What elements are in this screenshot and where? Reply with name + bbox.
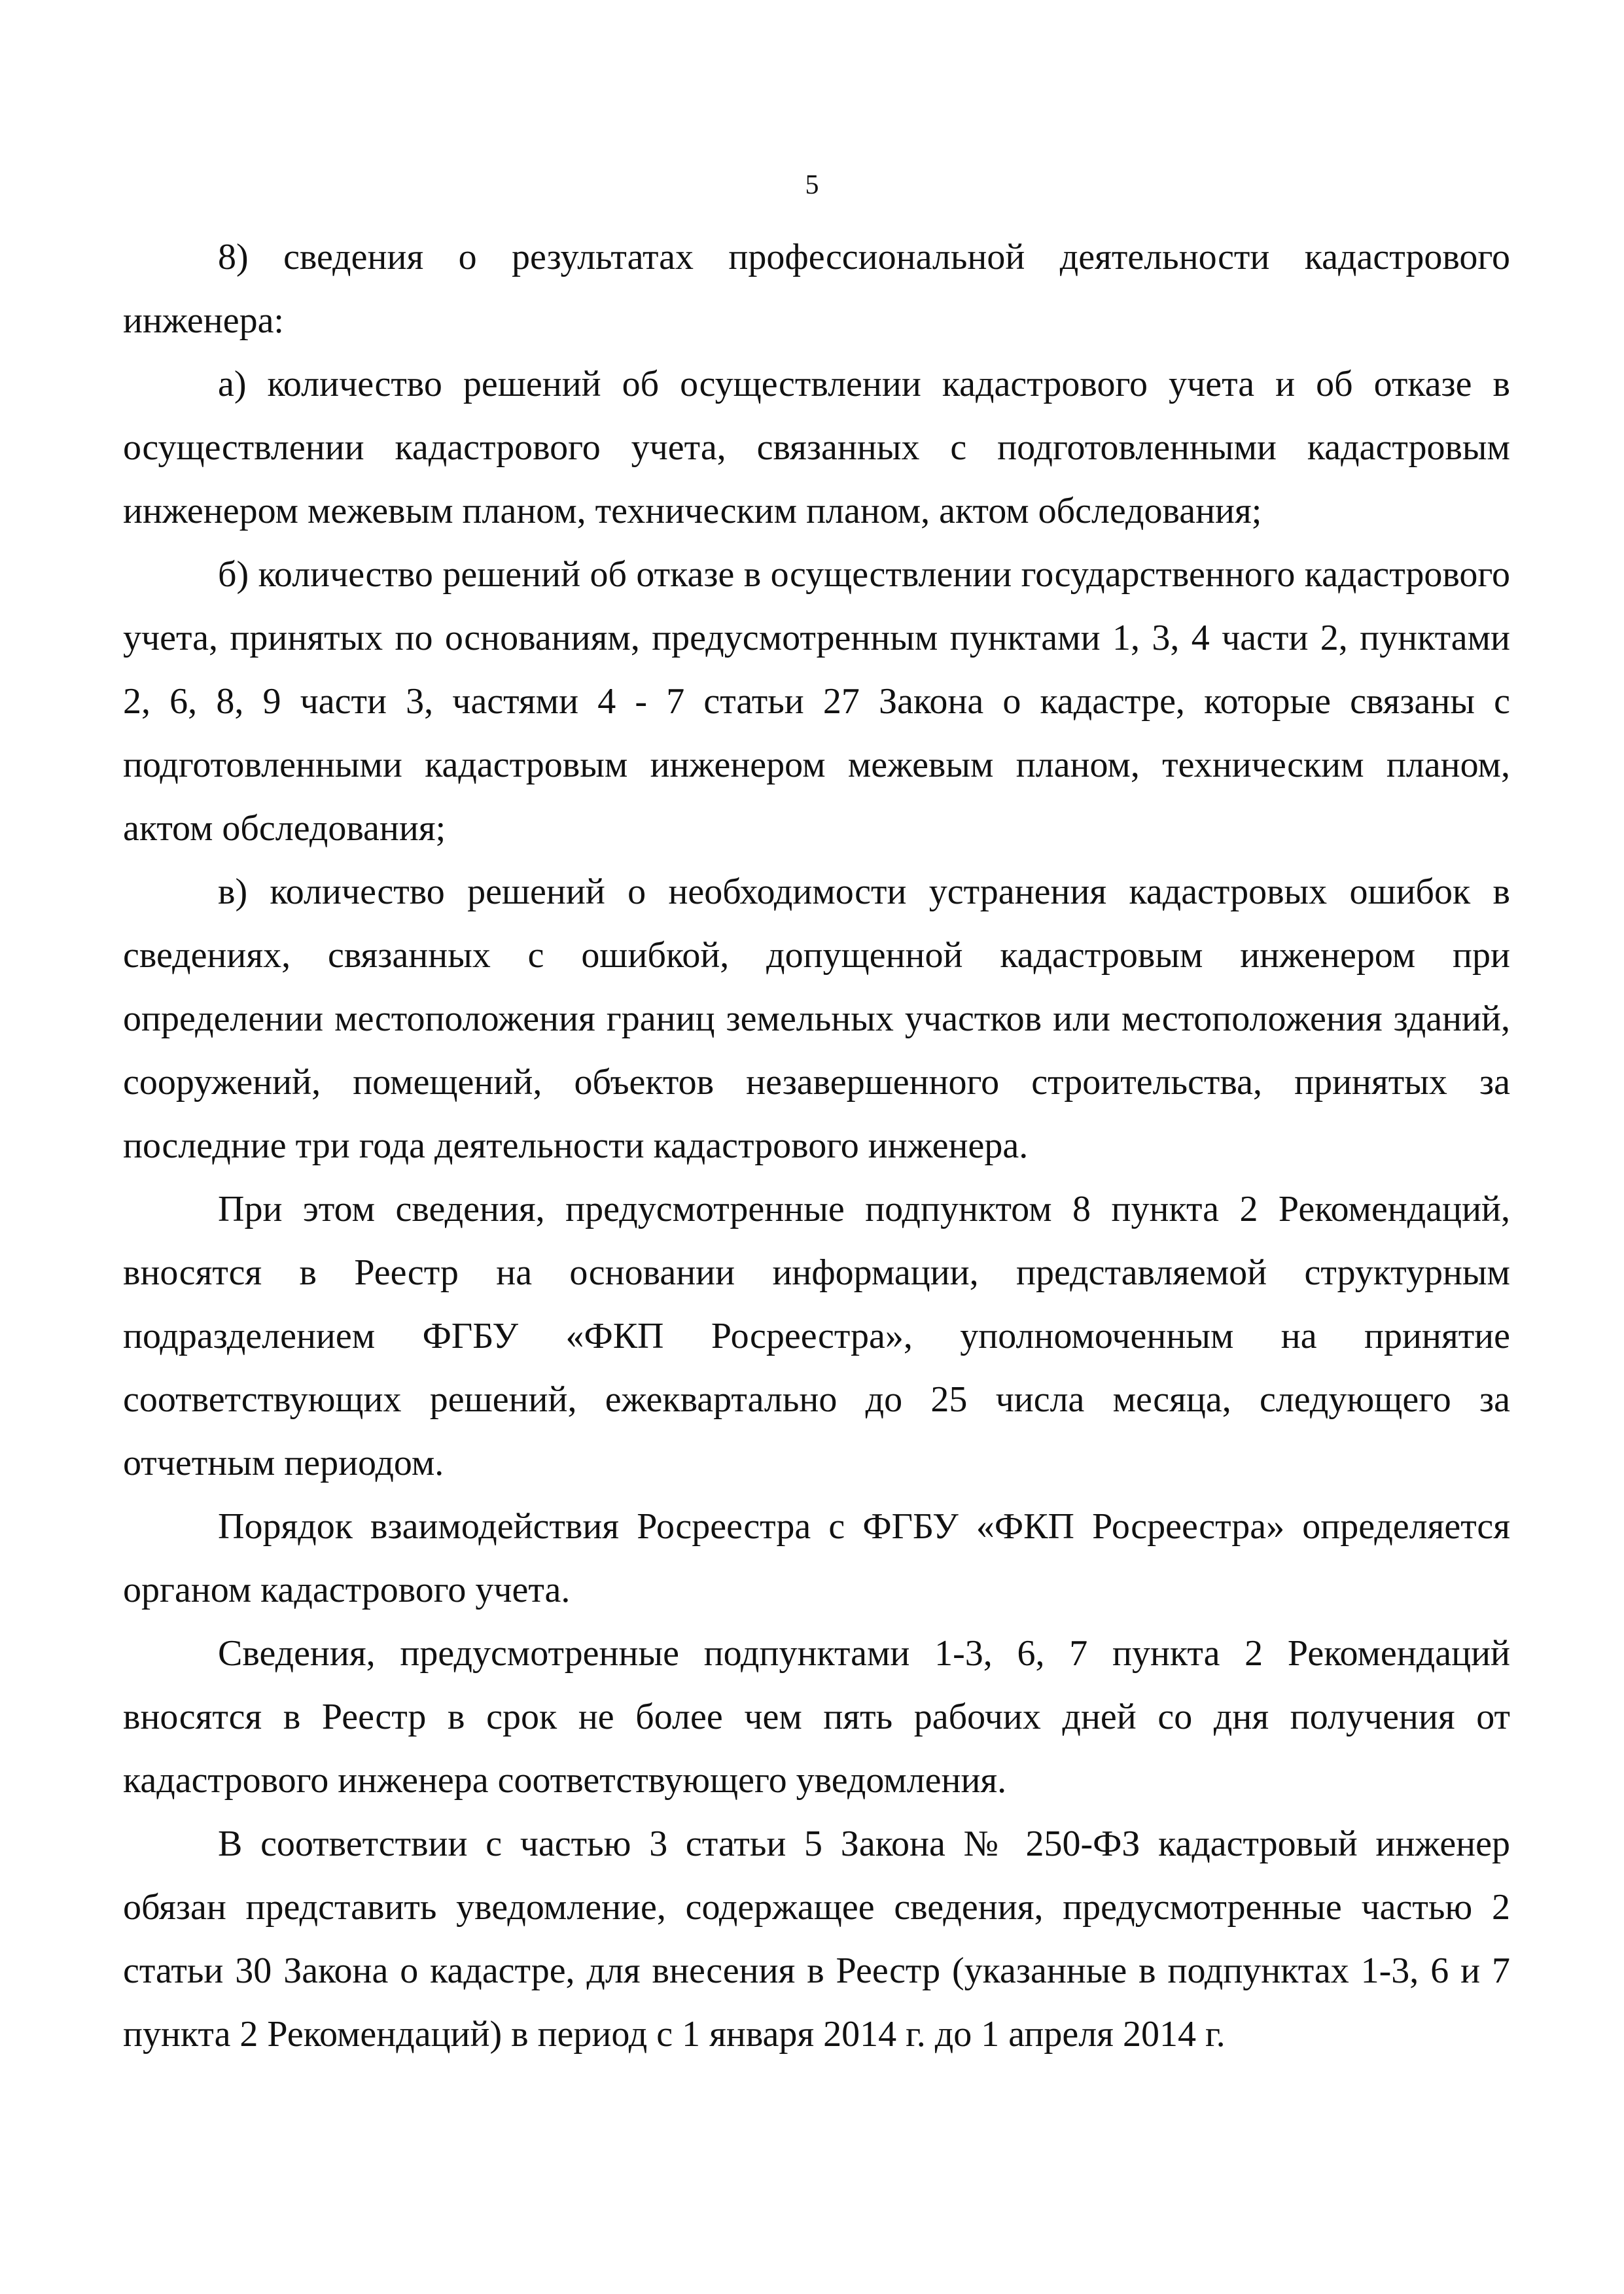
paragraph-reporting-procedure: При этом сведения, предусмотренные подпунктом 8 пункта 2 Рекомендаций, вносятся в Реестр на основании информации, представляемой структурным подразделением ФГБУ «ФКП Росреестра», уполномоченным на принятие соответствующих решений, ежеквартально до 25 числа месяца, следующего за отчетным периодом. <box>123 1189 1510 1483</box>
paragraph-item-8: 8) сведения о результатах профессиональной деятельности кадастрового инженера: <box>123 237 1510 341</box>
paragraph-subitem-b: б) количество решений об отказе в осуществлении государственного кадастрового учета, принятых по основаниям, предусмотренным пунктами 1, 3, 4 части 2, пунктами 2, 6, 8, 9 части 3, частями 4 - 7 статьи 27 Закона о кадастре, которые связаны с подготовленными кадастровым инженером межевым планом, техническим планом, актом обследования; <box>123 554 1510 849</box>
paragraph-subitem-v: в) количество решений о необходимости устранения кадастровых ошибок в сведениях, связанных с ошибкой, допущенной кадастровым инженером при определении местоположения границ земельных участков или местоположения зданий, сооружений, помещений, объектов незавершенного строительства, принятых за последние три года деятельности кадастрового инженера. <box>123 872 1510 1166</box>
document-body <box>123 226 1510 2066</box>
paragraph-subitem-a: а) количество решений об осуществлении кадастрового учета и об отказе в осуществлении кадастрового учета, связанных с подготовленными кадастровым инженером межевым планом, техническим планом, актом обследования; <box>123 364 1510 531</box>
page-number: 5 <box>805 170 819 200</box>
paragraph-entry-deadline: Сведения, предусмотренные подпунктами 1-3, 6, 7 пункта 2 Рекомендаций вносятся в Реестр в срок не более чем пять рабочих дней со дня получения от кадастрового инженера соответствующего уведомления. <box>123 1633 1510 1801</box>
paragraph-law-requirement: В соответствии с частью 3 статьи 5 Закона № 250-ФЗ кадастровый инженер обязан представить уведомление, содержащее сведения, предусмотренные частью 2 статьи 30 Закона о кадастре, для внесения в Реестр (указанные в подпунктах 1-3, 6 и 7 пункта 2 Рекомендаций) в период с 1 января 2014 г. до 1 апреля 2014 г. <box>123 1824 1510 2055</box>
paragraph-interaction-procedure: Порядок взаимодействия Росреестра с ФГБУ «ФКП Росреестра» определяется органом кадастрового учета. <box>123 1506 1510 1610</box>
